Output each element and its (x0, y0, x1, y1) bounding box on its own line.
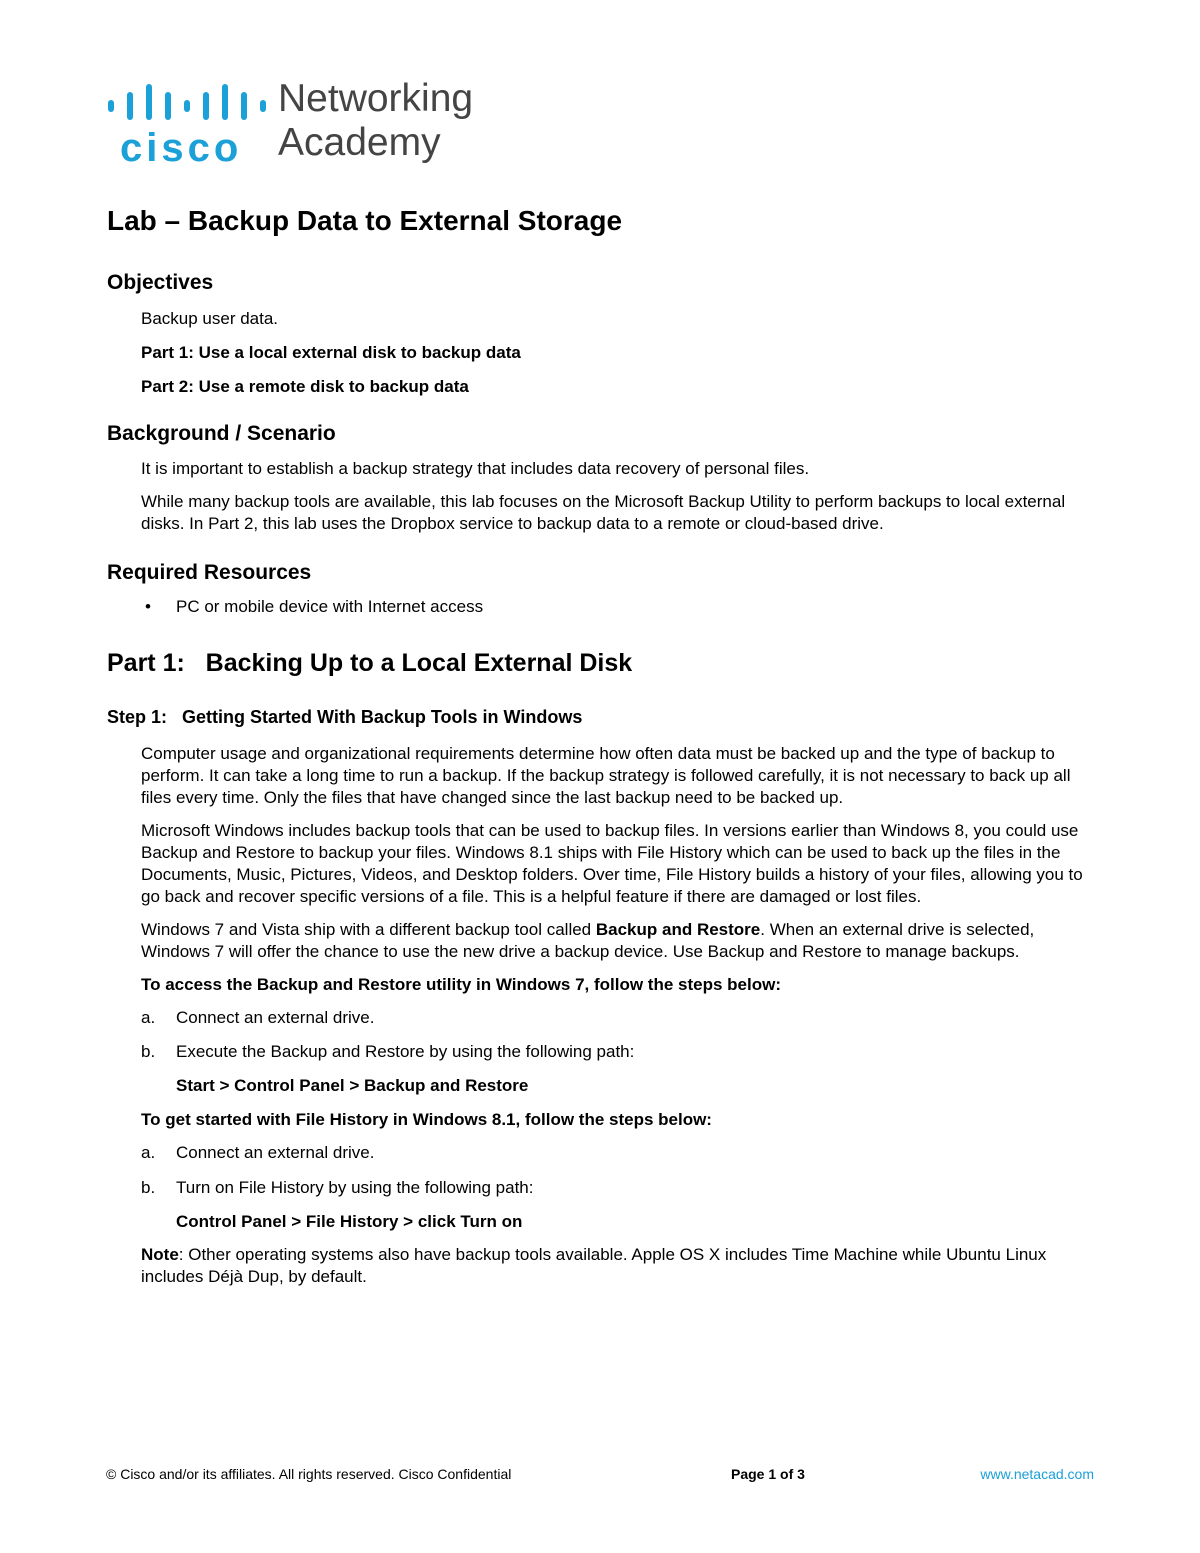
objective-part1: Part 1: Use a local external disk to backup data (141, 343, 521, 362)
win7-step-a: a. Connect an external drive. (141, 1008, 375, 1027)
page-footer (0, 1466, 1200, 1486)
objectives-intro: Backup user data. (141, 309, 279, 328)
bullet-icon: • (145, 597, 151, 616)
logo-academy-text: Academy (278, 121, 441, 164)
step1-paragraph-2: Microsoft Windows includes backup tools that can be used to backup files. In versions earlier than Windows 8, you could use Backup and Restore to backup your files. Windows 8.1 ships with File History which can be used to back up the files in the Documents, Music, Pictures, Videos, and Desktop folders. Over time, File History builds a history of your files, allowing you to go back and recover specific versions of a file. This is a helpful feature if there are damaged or lost files. (141, 821, 1083, 906)
objectives-heading: Objectives (107, 271, 214, 294)
win81-step-b: b. Turn on File History by using the following path: (141, 1178, 534, 1197)
part1-title: Backing Up to a Local External Disk (205, 649, 633, 677)
win81-step-a: a. Connect an external drive. (141, 1143, 375, 1162)
background-heading: Background / Scenario (107, 422, 336, 445)
footer-copyright: © Cisco and/or its affiliates. All rights reserved. Cisco Confidential (106, 1466, 512, 1482)
step1-paragraph-3: Windows 7 and Vista ship with a different backup tool called Backup and Restore. When an external drive is selected, Windows 7 will offer the chance to use the new drive a backup device. Use Backup and Restore to manage backups. (141, 920, 1035, 961)
background-paragraph-1: It is important to establish a backup strategy that includes data recovery of personal files. (141, 459, 810, 478)
logo-networking-text: Networking (278, 77, 474, 120)
win7-step-b: b. Execute the Backup and Restore by using the following path: (141, 1042, 635, 1061)
win81-steps-heading: To get started with File History in Windows 8.1, follow the steps below: (141, 1110, 712, 1129)
cisco-bridge-bars-icon (106, 80, 266, 122)
step1-label: Step 1: (107, 707, 168, 727)
step1-paragraph-1: Computer usage and organizational requirements determine how often data must be backed up and the type of backup to perform. It can take a long time to run a backup. If the backup strategy is followed carefully, it is not necessary to back up all files every time. Only the files that have changed since the last backup need to be backed up. (141, 744, 1071, 807)
document-body (107, 203, 1097, 1288)
note-label: Note (141, 1245, 179, 1264)
step1-title: Getting Started With Backup Tools in Windows (182, 707, 583, 727)
cisco-networking-academy-logo (106, 78, 506, 168)
win7-path: Start > Control Panel > Backup and Restore (176, 1076, 529, 1095)
win81-path: Control Panel > File History > click Turn on (176, 1212, 523, 1231)
resource-item-text: PC or mobile device with Internet access (176, 597, 484, 616)
win7-steps-heading: To access the Backup and Restore utility in Windows 7, follow the steps below: (141, 975, 781, 994)
page-title: Lab – Backup Data to External Storage (107, 205, 623, 236)
cisco-wordmark: cisco (120, 126, 243, 170)
backup-and-restore-term: Backup and Restore (595, 920, 761, 939)
footer-url-link[interactable]: www.netacad.com (980, 1466, 1094, 1482)
footer-page-number: Page 1 of 3 (731, 1466, 805, 1482)
part1-heading (107, 647, 1097, 679)
resources-heading: Required Resources (107, 561, 312, 584)
part1-label: Part 1: (107, 649, 185, 677)
resource-item (107, 596, 1097, 618)
step1-heading (107, 705, 1097, 729)
note-paragraph: Note: Other operating systems also have backup tools available. Apple OS X includes Time Machine while Ubuntu Linux includes Déjà Dup, by default. (141, 1245, 1047, 1286)
background-paragraph-2: While many backup tools are available, this lab focuses on the Microsoft Backup Utility to perform backups to local external disks. In Part 2, this lab uses the Dropbox service to backup data to a remote or cloud-based drive. (141, 492, 1066, 533)
objective-part2: Part 2: Use a remote disk to backup data (141, 377, 469, 396)
